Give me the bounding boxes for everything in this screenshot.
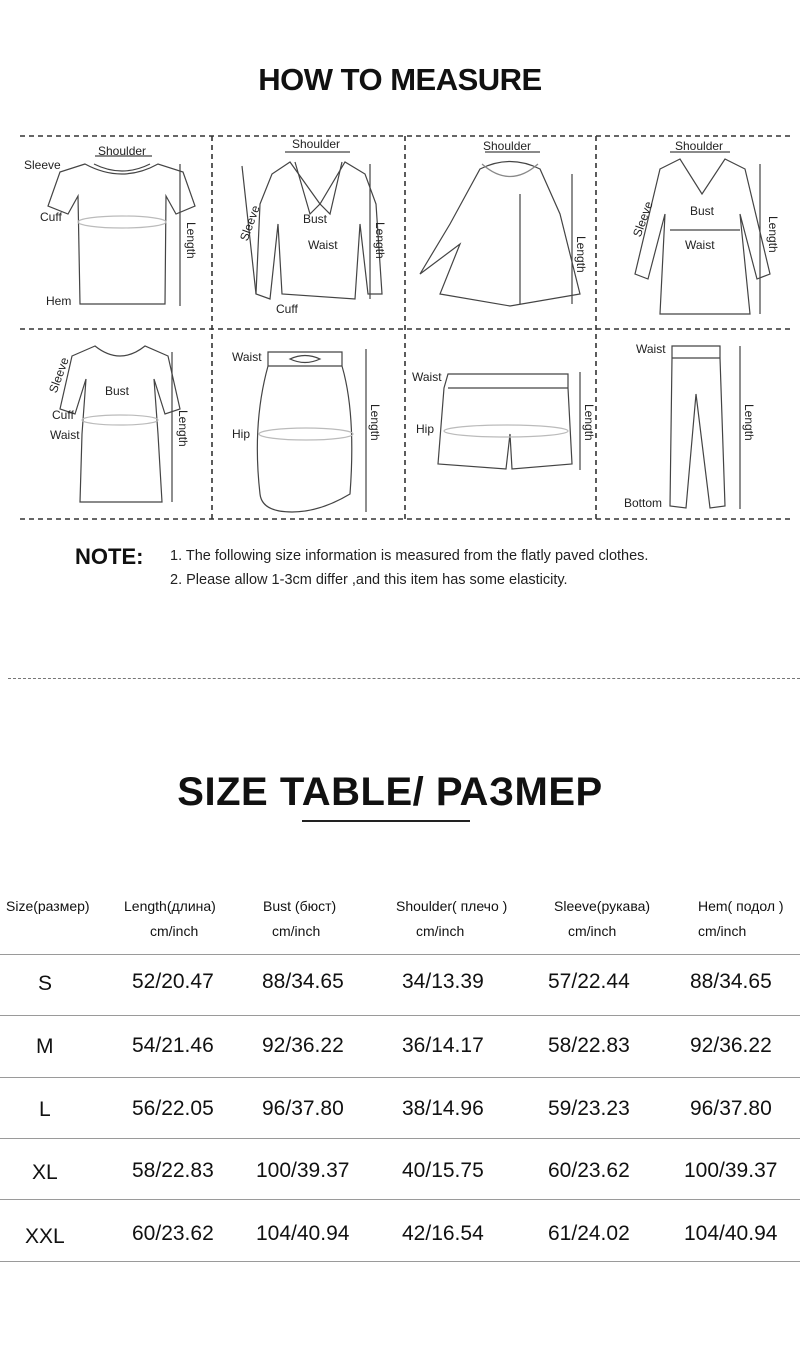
header-shoulder: Shoulder( плечо ): [396, 898, 508, 914]
dress-diagram: [60, 346, 180, 502]
shorts-hip-label: Hip: [416, 422, 435, 436]
header-bust-unit: cm/inch: [272, 923, 321, 939]
table-cell: 100/39.37: [256, 1159, 350, 1182]
measure-diagram-grid: [20, 134, 790, 520]
note-label: NOTE:: [75, 544, 144, 569]
skirt-length-label: Length: [368, 404, 382, 441]
tshirt-diagram: [48, 156, 195, 306]
header-sleeve: Sleeve(рукава): [554, 898, 651, 914]
pants-diagram: [670, 346, 740, 509]
table-rule: [0, 1261, 800, 1262]
tee-cuff-label: Cuff: [40, 210, 62, 224]
cape-shoulder-label: Shoulder: [483, 139, 532, 153]
table-rule: [0, 1199, 800, 1200]
table-cell: 61/24.02: [548, 1222, 630, 1245]
blazer-sleeve-label: Sleeve: [237, 203, 263, 243]
table-cell: 56/22.05: [132, 1097, 214, 1120]
blazer-length-label: Length: [373, 222, 387, 259]
cape-diagram: [420, 152, 580, 306]
header-shoulder-unit: cm/inch: [416, 923, 465, 939]
tee-hem-label: Hem: [46, 294, 72, 308]
dress-length-label: Length: [176, 410, 190, 447]
shorts-length-label: Length: [582, 404, 596, 441]
coat-bust-label: Bust: [690, 204, 715, 218]
tee-sleeve-label: Sleeve: [24, 158, 61, 172]
header-sleeve-unit: cm/inch: [568, 923, 617, 939]
table-rule: [0, 954, 800, 955]
table-cell-size: S: [38, 972, 53, 995]
blazer-shoulder-label: Shoulder: [292, 137, 341, 151]
tee-shoulder-label: Shoulder: [98, 144, 147, 158]
coat-length-label: Length: [766, 216, 780, 253]
skirt-diagram: [257, 349, 366, 512]
table-cell: 60/23.62: [548, 1159, 630, 1182]
skirt-hip-label: Hip: [232, 427, 251, 441]
table-cell: 42/16.54: [402, 1222, 484, 1245]
tee-length-label: Length: [184, 222, 198, 259]
dress-cuff-label: Cuff: [52, 408, 74, 422]
section-divider: [8, 678, 800, 679]
pants-waist-label: Waist: [636, 342, 666, 356]
table-cell-size: XXL: [25, 1225, 65, 1248]
table-cell: 57/22.44: [548, 970, 630, 993]
table-cell: 88/34.65: [690, 970, 772, 993]
diagram-grid-lines: [20, 134, 790, 520]
table-cell-size: L: [39, 1098, 51, 1121]
table-cell: 92/36.22: [262, 1034, 344, 1057]
table-cell-size: XL: [32, 1161, 58, 1184]
table-cell: 88/34.65: [262, 970, 344, 993]
table-cell: 96/37.80: [690, 1097, 772, 1120]
table-cell: 104/40.94: [256, 1222, 350, 1245]
header-size: Size(размер): [6, 898, 90, 914]
table-cell: 36/14.17: [402, 1034, 484, 1057]
header-length: Length(длина): [124, 898, 216, 914]
table-cell: 60/23.62: [132, 1222, 214, 1245]
header-bust: Bust (бюст): [263, 898, 337, 914]
table-cell: 58/22.83: [132, 1159, 214, 1182]
dress-waist-label: Waist: [50, 428, 80, 442]
note-line-1: 1. The following size information is measured from the flatly paved clothes.: [170, 548, 649, 564]
blazer-bust-label: Bust: [303, 212, 328, 226]
header-hem-unit: cm/inch: [698, 923, 747, 939]
shorts-waist-label: Waist: [412, 370, 442, 384]
table-cell: 40/15.75: [402, 1159, 484, 1182]
table-cell: 58/22.83: [548, 1034, 630, 1057]
coat-waist-label: Waist: [685, 238, 715, 252]
table-rule: [0, 1138, 800, 1139]
shorts-diagram: [438, 372, 580, 470]
cape-length-label: Length: [574, 236, 588, 273]
header-hem: Hem( подол ): [698, 898, 784, 914]
skirt-waist-label: Waist: [232, 350, 262, 364]
table-cell: 104/40.94: [684, 1222, 778, 1245]
pants-length-label: Length: [742, 404, 756, 441]
table-cell: 52/20.47: [132, 970, 214, 993]
note-line-2: 2. Please allow 1-3cm differ ,and this item has some elasticity.: [170, 572, 568, 588]
table-cell: 100/39.37: [684, 1159, 778, 1182]
dress-sleeve-label: Sleeve: [46, 355, 72, 395]
table-rule: [0, 1015, 800, 1016]
table-cell: 96/37.80: [262, 1097, 344, 1120]
size-table-title: SIZE TABLE/ РАЗМЕР: [177, 770, 603, 814]
page-title: HOW TO MEASURE: [258, 62, 542, 97]
table-cell: 59/23.23: [548, 1097, 630, 1120]
header-length-unit: cm/inch: [150, 923, 199, 939]
coat-sleeve-label: Sleeve: [630, 199, 656, 239]
coat-diagram: [635, 152, 770, 314]
table-cell-size: M: [36, 1035, 54, 1058]
pants-bottom-label: Bottom: [624, 496, 663, 510]
table-cell: 38/14.96: [402, 1097, 484, 1120]
blazer-cuff-label: Cuff: [276, 302, 298, 316]
title-underline: [302, 820, 470, 822]
table-rule: [0, 1077, 800, 1078]
table-cell: 34/13.39: [402, 970, 484, 993]
dress-bust-label: Bust: [105, 384, 130, 398]
table-cell: 92/36.22: [690, 1034, 772, 1057]
table-cell: 54/21.46: [132, 1034, 214, 1057]
coat-shoulder-label: Shoulder: [675, 139, 724, 153]
blazer-waist-label: Waist: [308, 238, 338, 252]
